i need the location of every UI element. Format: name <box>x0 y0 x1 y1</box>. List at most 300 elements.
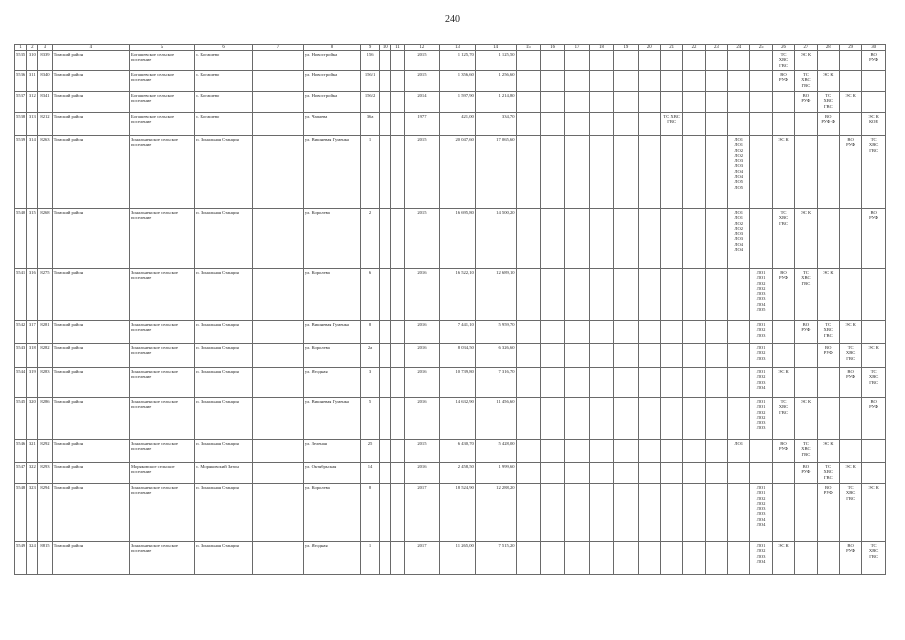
cell-col-24: ЛО1 ЛО1 ЛО2 ЛО2 ЛО3 ЛО3 ЛО4 ЛО4 ЛО5 ЛО5 <box>728 136 750 209</box>
cell-col-15 <box>516 136 540 209</box>
cell-col-23 <box>705 113 727 136</box>
cell-col-23 <box>705 136 727 209</box>
cell-col-19 <box>614 368 638 398</box>
cell-col-19 <box>614 113 638 136</box>
cell-col-18 <box>589 209 613 269</box>
cell-col-24 <box>728 398 750 440</box>
cell-col-13: 18 524,90 <box>440 484 476 542</box>
cell-col-29 <box>839 440 861 463</box>
cell-col-30 <box>862 92 886 113</box>
cell-col-27 <box>795 136 817 209</box>
cell-col-13: 16 522,10 <box>440 269 476 321</box>
cell-col-28: ВО РУФ <box>817 344 839 368</box>
cell-col-8: ул. Вишневая Гуменка <box>303 321 360 344</box>
cell-col-19 <box>614 71 638 92</box>
register-table <box>14 44 886 575</box>
cell-col-23 <box>705 71 727 92</box>
cell-col-26: ТС ХВС ГВС <box>772 398 794 440</box>
column-header-22: 22 <box>683 45 705 51</box>
cell-col-24 <box>728 484 750 542</box>
cell-col-3: 8294 <box>38 484 52 542</box>
cell-col-6: п. Зональная Станция <box>195 484 253 542</box>
cell-col-3: 8815 <box>38 542 52 575</box>
cell-col-26 <box>772 344 794 368</box>
cell-col-9: 5 <box>360 398 379 440</box>
cell-col-27 <box>795 368 817 398</box>
cell-col-11 <box>391 51 404 71</box>
cell-col-25 <box>750 92 772 113</box>
cell-col-13: 20 047,60 <box>440 136 476 209</box>
cell-col-7 <box>253 209 304 269</box>
cell-col-7 <box>253 269 304 321</box>
cell-col-22 <box>683 209 705 269</box>
cell-col-19 <box>614 51 638 71</box>
cell-col-14: 1 999,60 <box>475 463 516 484</box>
cell-col-19 <box>614 463 638 484</box>
cell-col-29: ВО РУФ <box>839 542 861 575</box>
cell-col-23 <box>705 269 727 321</box>
cell-col-1: 5537 <box>15 92 27 113</box>
cell-col-29 <box>839 71 861 92</box>
cell-col-23 <box>705 368 727 398</box>
table-row <box>15 51 886 71</box>
cell-col-7 <box>253 463 304 484</box>
cell-col-5: Зональненское сельское поселение <box>129 269 194 321</box>
cell-col-11 <box>391 440 404 463</box>
cell-col-28: ТС ХВС ГВС <box>817 321 839 344</box>
cell-col-11 <box>391 71 404 92</box>
cell-col-22 <box>683 440 705 463</box>
cell-col-4: Томский район <box>52 71 129 92</box>
cell-col-12: 2016 <box>404 269 440 321</box>
cell-col-26: ЭС К <box>772 136 794 209</box>
cell-col-16 <box>540 92 564 113</box>
cell-col-9: 8 <box>360 321 379 344</box>
cell-col-25: ЛО1 ЛО2 ЛО3 <box>750 321 772 344</box>
cell-col-13: 1 125,70 <box>440 51 476 71</box>
cell-col-10 <box>380 321 391 344</box>
column-header-23: 23 <box>705 45 727 51</box>
cell-col-26: ВО РУФ <box>772 440 794 463</box>
cell-col-18 <box>589 484 613 542</box>
cell-col-22 <box>683 71 705 92</box>
cell-col-6: п. Зональная Станция <box>195 344 253 368</box>
cell-col-7 <box>253 92 304 113</box>
cell-col-20 <box>638 321 660 344</box>
cell-col-8: ул. Ягодная <box>303 542 360 575</box>
cell-col-14: 7 316,70 <box>475 368 516 398</box>
cell-col-9: 3 <box>360 368 379 398</box>
cell-col-12: 2015 <box>404 51 440 71</box>
cell-col-4: Томский район <box>52 542 129 575</box>
cell-col-10 <box>380 269 391 321</box>
column-header-4: 4 <box>52 45 129 51</box>
cell-col-17 <box>565 136 589 209</box>
cell-col-6: п. Зональная Станция <box>195 542 253 575</box>
cell-col-8: ул. Октябрьская <box>303 463 360 484</box>
column-header-25: 25 <box>750 45 772 51</box>
cell-col-15 <box>516 344 540 368</box>
table-row <box>15 209 886 269</box>
cell-col-1: 5546 <box>15 440 27 463</box>
cell-col-24: ЛО1 <box>728 440 750 463</box>
cell-col-20 <box>638 113 660 136</box>
cell-col-6: с. Богашево <box>195 113 253 136</box>
cell-col-4: Томский район <box>52 136 129 209</box>
cell-col-1: 5547 <box>15 463 27 484</box>
table-row <box>15 542 886 575</box>
cell-col-5: Богашевское сельское поселение <box>129 113 194 136</box>
cell-col-4: Томский район <box>52 398 129 440</box>
cell-col-16 <box>540 209 564 269</box>
cell-col-2: 320 <box>27 398 38 440</box>
cell-col-19 <box>614 344 638 368</box>
cell-col-14: 7 515,20 <box>475 542 516 575</box>
cell-col-30: ЭС К КОЕ <box>862 113 886 136</box>
cell-col-17 <box>565 463 589 484</box>
cell-col-26: ВО РУФ <box>772 269 794 321</box>
table-row <box>15 368 886 398</box>
cell-col-8: ул. Новостройка <box>303 71 360 92</box>
cell-col-30: ЭС К <box>862 344 886 368</box>
table-row <box>15 92 886 113</box>
cell-col-22 <box>683 398 705 440</box>
column-header-14: 14 <box>475 45 516 51</box>
column-header-2: 2 <box>27 45 38 51</box>
cell-col-13: 2 458,50 <box>440 463 476 484</box>
cell-col-20 <box>638 484 660 542</box>
cell-col-16 <box>540 440 564 463</box>
cell-col-12: 2017 <box>404 542 440 575</box>
cell-col-11 <box>391 368 404 398</box>
cell-col-17 <box>565 113 589 136</box>
cell-col-1: 5536 <box>15 71 27 92</box>
cell-col-4: Томский район <box>52 368 129 398</box>
cell-col-28: ЭС К <box>817 440 839 463</box>
cell-col-30: ТС ХВС ГВС <box>862 136 886 209</box>
cell-col-2: 316 <box>27 269 38 321</box>
cell-col-16 <box>540 321 564 344</box>
cell-col-15 <box>516 269 540 321</box>
cell-col-23 <box>705 463 727 484</box>
cell-col-5: Зональненское сельское поселение <box>129 368 194 398</box>
cell-col-14: 5 428,00 <box>475 440 516 463</box>
table-row <box>15 113 886 136</box>
cell-col-5: Зональненское сельское поселение <box>129 344 194 368</box>
cell-col-1: 5535 <box>15 51 27 71</box>
cell-col-8: ул. Чапаева <box>303 113 360 136</box>
cell-col-12: 2015 <box>404 209 440 269</box>
cell-col-30 <box>862 269 886 321</box>
cell-col-28: ТС ХВС ГВС <box>817 92 839 113</box>
cell-col-23 <box>705 344 727 368</box>
cell-col-6: п. Зональная Станция <box>195 269 253 321</box>
cell-col-27: ЭС К <box>795 398 817 440</box>
cell-col-21 <box>660 136 682 209</box>
table-row <box>15 321 886 344</box>
cell-col-22 <box>683 92 705 113</box>
cell-col-24: ЛО1 ЛО1 ЛО2 ЛО2 ЛО3 ЛО3 ЛО4 ЛО4 <box>728 209 750 269</box>
cell-col-2: 321 <box>27 440 38 463</box>
cell-col-26 <box>772 92 794 113</box>
cell-col-3: 8286 <box>38 398 52 440</box>
cell-col-29: ТС ХВС ГВС <box>839 484 861 542</box>
cell-col-30: ВО РУФ <box>862 398 886 440</box>
cell-col-1: 5538 <box>15 113 27 136</box>
cell-col-27: ЭС К <box>795 51 817 71</box>
cell-col-14: 1 125,50 <box>475 51 516 71</box>
table-row <box>15 484 886 542</box>
cell-col-21 <box>660 321 682 344</box>
cell-col-16 <box>540 113 564 136</box>
cell-col-6: п. Зональная Станция <box>195 398 253 440</box>
cell-col-20 <box>638 71 660 92</box>
cell-col-3: 8340 <box>38 71 52 92</box>
cell-col-7 <box>253 321 304 344</box>
cell-col-14: 1 256,60 <box>475 71 516 92</box>
cell-col-22 <box>683 113 705 136</box>
cell-col-17 <box>565 368 589 398</box>
cell-col-12: 2015 <box>404 440 440 463</box>
cell-col-13: 14 632,90 <box>440 398 476 440</box>
cell-col-10 <box>380 92 391 113</box>
cell-col-30 <box>862 71 886 92</box>
cell-col-21 <box>660 484 682 542</box>
cell-col-30 <box>862 440 886 463</box>
cell-col-4: Томский район <box>52 113 129 136</box>
cell-col-2: 315 <box>27 209 38 269</box>
cell-col-24 <box>728 368 750 398</box>
cell-col-16 <box>540 368 564 398</box>
cell-col-18 <box>589 51 613 71</box>
cell-col-22 <box>683 368 705 398</box>
cell-col-15 <box>516 484 540 542</box>
cell-col-3: 8282 <box>38 344 52 368</box>
cell-col-7 <box>253 71 304 92</box>
cell-col-10 <box>380 209 391 269</box>
cell-col-8: ул. Новостройка <box>303 92 360 113</box>
cell-col-12: 2015 <box>404 136 440 209</box>
cell-col-28: ВО РУФ Ф <box>817 113 839 136</box>
cell-col-19 <box>614 269 638 321</box>
cell-col-15 <box>516 71 540 92</box>
cell-col-3: 8212 <box>38 113 52 136</box>
cell-col-16 <box>540 542 564 575</box>
cell-col-28: ЭС К <box>817 71 839 92</box>
cell-col-25: ЛО1 ЛО1 ЛО2 ЛО2 ЛО3 ЛО3 ЛО4 ЛО5 <box>750 269 772 321</box>
cell-col-7 <box>253 368 304 398</box>
cell-col-6: с. Богашево <box>195 51 253 71</box>
cell-col-10 <box>380 484 391 542</box>
column-header-19: 19 <box>614 45 638 51</box>
cell-col-28 <box>817 209 839 269</box>
cell-col-9: 2 <box>360 209 379 269</box>
table-row <box>15 463 886 484</box>
cell-col-1: 5541 <box>15 269 27 321</box>
cell-col-13: 7 441,10 <box>440 321 476 344</box>
column-header-20: 20 <box>638 45 660 51</box>
cell-col-25: ЛО1 ЛО1 ЛО2 ЛО2 ЛО3 ЛО3 <box>750 398 772 440</box>
cell-col-18 <box>589 92 613 113</box>
cell-col-15 <box>516 463 540 484</box>
cell-col-14: 5 959,70 <box>475 321 516 344</box>
cell-col-17 <box>565 71 589 92</box>
cell-col-30: ТС ХВС ГВС <box>862 542 886 575</box>
cell-col-18 <box>589 321 613 344</box>
cell-col-15 <box>516 51 540 71</box>
cell-col-10 <box>380 440 391 463</box>
column-header-18: 18 <box>589 45 613 51</box>
cell-col-12: 2017 <box>404 484 440 542</box>
cell-col-29: ЭС К <box>839 321 861 344</box>
cell-col-2: 310 <box>27 51 38 71</box>
column-header-21: 21 <box>660 45 682 51</box>
cell-col-24 <box>728 71 750 92</box>
cell-col-20 <box>638 440 660 463</box>
cell-col-25 <box>750 71 772 92</box>
cell-col-16 <box>540 344 564 368</box>
cell-col-25: ЛО1 ЛО2 ЛО3 <box>750 344 772 368</box>
cell-col-6: п. Зональная Станция <box>195 321 253 344</box>
cell-col-1: 5545 <box>15 398 27 440</box>
column-header-10: 10 <box>380 45 391 51</box>
cell-col-16 <box>540 484 564 542</box>
cell-col-15 <box>516 113 540 136</box>
cell-col-26: ВО РУФ <box>772 71 794 92</box>
cell-col-26: ТС ХВС ГВС <box>772 209 794 269</box>
cell-col-6: с. Богашево <box>195 71 253 92</box>
cell-col-21 <box>660 92 682 113</box>
cell-col-24 <box>728 463 750 484</box>
cell-col-23 <box>705 209 727 269</box>
cell-col-26 <box>772 463 794 484</box>
cell-col-26 <box>772 484 794 542</box>
cell-col-14: 6 326,60 <box>475 344 516 368</box>
cell-col-16 <box>540 269 564 321</box>
cell-col-17 <box>565 484 589 542</box>
cell-col-28 <box>817 398 839 440</box>
column-header-29: 29 <box>839 45 861 51</box>
cell-col-30: ТС ХВС ГВС <box>862 368 886 398</box>
cell-col-29: ВО РУФ <box>839 368 861 398</box>
cell-col-12: 2016 <box>404 368 440 398</box>
cell-col-10 <box>380 113 391 136</box>
table-row <box>15 440 886 463</box>
cell-col-30: ВО РУФ <box>862 209 886 269</box>
cell-col-30: ВО РУФ <box>862 51 886 71</box>
cell-col-1: 5543 <box>15 344 27 368</box>
cell-col-18 <box>589 71 613 92</box>
cell-col-6: с. Моряковский Затон <box>195 463 253 484</box>
cell-col-1: 5548 <box>15 484 27 542</box>
cell-col-9: 156 <box>360 51 379 71</box>
cell-col-18 <box>589 440 613 463</box>
cell-col-15 <box>516 92 540 113</box>
cell-col-19 <box>614 398 638 440</box>
cell-col-6: п. Зональная Станция <box>195 209 253 269</box>
cell-col-27: ТС ХВС ГВС <box>795 71 817 92</box>
cell-col-2: 323 <box>27 484 38 542</box>
cell-col-28 <box>817 542 839 575</box>
cell-col-9: 25 <box>360 440 379 463</box>
cell-col-29 <box>839 51 861 71</box>
cell-col-5: Богашевское сельское поселение <box>129 71 194 92</box>
cell-col-23 <box>705 542 727 575</box>
cell-col-15 <box>516 440 540 463</box>
cell-col-29 <box>839 269 861 321</box>
cell-col-11 <box>391 113 404 136</box>
cell-col-5: Моряковское сельское поселение <box>129 463 194 484</box>
cell-col-24 <box>728 92 750 113</box>
page-number: 240 <box>445 14 460 25</box>
cell-col-3: 8283 <box>38 368 52 398</box>
cell-col-8: ул. Королева <box>303 209 360 269</box>
cell-col-20 <box>638 344 660 368</box>
cell-col-3: 8341 <box>38 92 52 113</box>
cell-col-22 <box>683 269 705 321</box>
cell-col-23 <box>705 51 727 71</box>
cell-col-14: 12 288,20 <box>475 484 516 542</box>
cell-col-16 <box>540 51 564 71</box>
cell-col-18 <box>589 344 613 368</box>
table-row <box>15 136 886 209</box>
cell-col-15 <box>516 542 540 575</box>
cell-col-26: ЭС К <box>772 542 794 575</box>
cell-col-26: ТС ХВС ГВС <box>772 51 794 71</box>
cell-col-8: ул. Королева <box>303 344 360 368</box>
cell-col-8: ул. Вишневая Гуменка <box>303 398 360 440</box>
column-header-11: 11 <box>391 45 404 51</box>
cell-col-13: 8 034,50 <box>440 344 476 368</box>
cell-col-5: Зональненское сельское поселение <box>129 209 194 269</box>
cell-col-2: 311 <box>27 71 38 92</box>
cell-col-2: 314 <box>27 136 38 209</box>
cell-col-27: ТС ХВС ГВС <box>795 440 817 463</box>
cell-col-5: Зональненское сельское поселение <box>129 136 194 209</box>
cell-col-9: 1 <box>360 542 379 575</box>
cell-col-18 <box>589 269 613 321</box>
cell-col-17 <box>565 209 589 269</box>
cell-col-25: ЛО1 ЛО2 ЛО3 ЛО4 <box>750 542 772 575</box>
column-header-27: 27 <box>795 45 817 51</box>
cell-col-9: 156/2 <box>360 92 379 113</box>
cell-col-13: 421,00 <box>440 113 476 136</box>
cell-col-28: ВО РУФ <box>817 484 839 542</box>
cell-col-21 <box>660 71 682 92</box>
cell-col-12: 2016 <box>404 463 440 484</box>
column-header-3: 3 <box>38 45 52 51</box>
column-header-16: 16 <box>540 45 564 51</box>
cell-col-11 <box>391 269 404 321</box>
cell-col-9: 14 <box>360 463 379 484</box>
cell-col-19 <box>614 542 638 575</box>
cell-col-29: ЭС К <box>839 463 861 484</box>
cell-col-9: 8 <box>360 484 379 542</box>
cell-col-8: ул. Зеленая <box>303 440 360 463</box>
cell-col-26 <box>772 113 794 136</box>
cell-col-10 <box>380 463 391 484</box>
cell-col-16 <box>540 71 564 92</box>
cell-col-1: 5549 <box>15 542 27 575</box>
cell-col-29: ВО РУФ <box>839 136 861 209</box>
cell-col-22 <box>683 344 705 368</box>
column-header-28: 28 <box>817 45 839 51</box>
cell-col-21 <box>660 440 682 463</box>
cell-col-29 <box>839 209 861 269</box>
cell-col-24 <box>728 51 750 71</box>
cell-col-18 <box>589 398 613 440</box>
cell-col-18 <box>589 136 613 209</box>
